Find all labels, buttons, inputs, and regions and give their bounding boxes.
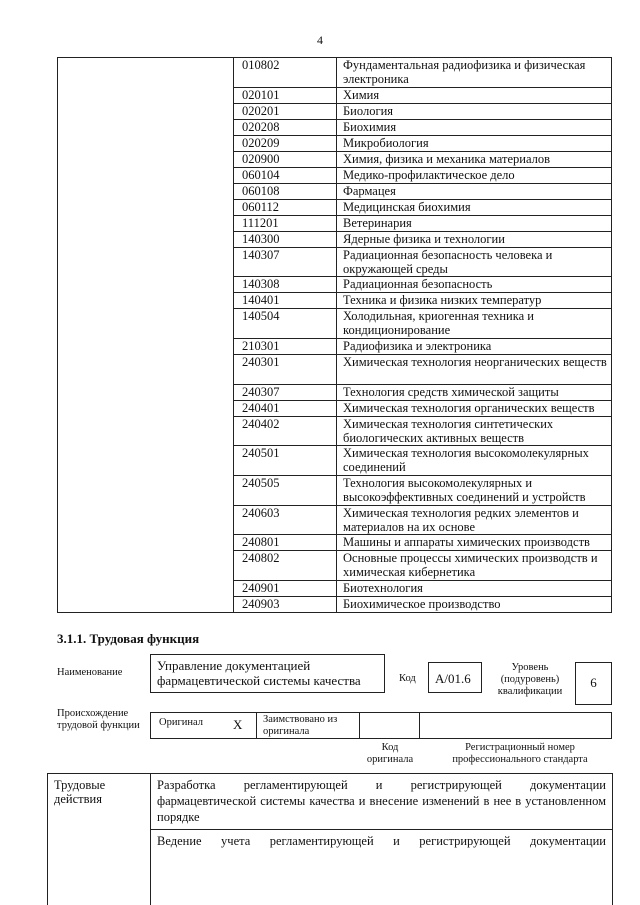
specialty-code: 240402: [234, 417, 337, 446]
table-row: [234, 385, 611, 401]
origin-row: [150, 712, 612, 739]
specialty-code: 020208: [234, 120, 337, 135]
table-row: [234, 476, 611, 506]
specialty-code: 010802: [234, 58, 337, 87]
specialty-name: Ветеринария: [343, 215, 412, 230]
specialty-name: Машины и аппараты химических производств: [343, 535, 590, 550]
table-row: [234, 88, 611, 104]
original-mark: X: [233, 717, 243, 732]
page-number: 4: [317, 33, 323, 47]
specialty-name: Химическая технология высокомолекулярных соединений: [343, 446, 589, 475]
table-row: [234, 232, 611, 248]
table-row: [234, 248, 611, 278]
specialty-name: Радиационная безопасность: [343, 277, 493, 292]
specialty-name: Медико-профилактическое дело: [343, 167, 515, 182]
labor-actions-label: Трудовые действия: [48, 774, 151, 905]
level-label: Уровень (подуровень) квалификации: [497, 662, 563, 697]
specialty-name: Радиационная безопасность человека и окружающей среды: [343, 247, 553, 276]
specialty-code: 240801: [234, 535, 337, 550]
specialty-name: Химическая технология неорганических веществ: [343, 355, 607, 370]
specialties-list: [233, 57, 612, 613]
specialty-name: Фундаментальная радиофизика и физическая электроника: [343, 58, 586, 86]
specialty-name: Фармацея: [343, 183, 396, 198]
table-row: [234, 152, 611, 168]
specialty-name: Биотехнология: [343, 581, 423, 596]
orig-code-caption: Код оригинала: [366, 742, 414, 765]
specialty-code: 140307: [234, 248, 337, 277]
specialty-code: 020201: [234, 104, 337, 119]
table-row: [234, 506, 611, 536]
specialty-code: 060104: [234, 168, 337, 183]
specialty-name: Химическая технология органических веществ: [343, 400, 595, 415]
specialty-code: 240501: [234, 446, 337, 475]
specialty-code: 210301: [234, 339, 337, 354]
specialty-code: 060112: [234, 200, 337, 215]
table-row: [234, 309, 611, 339]
specialty-name: Биохимическое производство: [343, 597, 501, 612]
name-label: Наименование: [57, 667, 123, 678]
specialty-code: 240802: [234, 551, 337, 580]
table-row: [234, 417, 611, 447]
specialty-code: 240307: [234, 385, 337, 400]
specialty-code: 240401: [234, 401, 337, 416]
table-row: [234, 339, 611, 355]
table-row: [234, 446, 611, 476]
table-row: [234, 58, 611, 88]
specialty-code: 240301: [234, 355, 337, 384]
specialty-code: 020209: [234, 136, 337, 151]
specialty-name: Ядерные физика и технологии: [343, 231, 505, 246]
specialty-name: Холодильная, криогенная техника и кондиционирование: [343, 309, 534, 338]
table-row: [234, 216, 611, 232]
code-value: A/01.6: [435, 671, 471, 686]
specialty-name: Химия, физика и механика материалов: [343, 151, 551, 166]
specialty-name: Радиофизика и электроника: [343, 339, 492, 354]
labor-action-1: Разработка регламентирующей и регистрирующей документации фармацевтической системы качества и внесение изменений в нее в установленном порядке: [151, 774, 612, 830]
specialty-name: Медицинская биохимия: [343, 199, 471, 214]
table-row: [234, 551, 611, 581]
code-label: Код: [399, 673, 416, 684]
function-name-box: [150, 654, 385, 693]
specialty-code: 060108: [234, 184, 337, 199]
level-value: 6: [590, 675, 597, 690]
specialty-code: 240603: [234, 506, 337, 535]
section-title: 3.1.1. Трудовая функция: [57, 631, 200, 646]
level-box: [575, 662, 612, 705]
labor-action-2: Ведение учета регламентирующей и регистрирующей документации: [157, 834, 606, 848]
specialty-name: Биохимия: [343, 119, 397, 134]
specialty-name: Технология средств химической защиты: [343, 384, 559, 399]
table-row: [234, 168, 611, 184]
table-row: [234, 293, 611, 309]
specialty-code: 140504: [234, 309, 337, 338]
function-name-value: Управление документацией фармацевтической системы качества: [157, 658, 361, 688]
specialty-name: Химия: [343, 87, 380, 102]
specialty-name: Биология: [343, 103, 394, 118]
table-row: [234, 136, 611, 152]
table-row: [234, 581, 611, 597]
specialty-name: Техника и физика низких температур: [343, 293, 542, 308]
table-row: [234, 277, 611, 293]
specialty-code: 140300: [234, 232, 337, 247]
table-row: [234, 104, 611, 120]
table-row: [234, 120, 611, 136]
specialty-code: 140308: [234, 277, 337, 292]
table-row: [234, 597, 611, 612]
code-box: [428, 662, 482, 693]
specialty-code: 240901: [234, 581, 337, 596]
specialty-name: Микробиология: [343, 135, 429, 150]
specialty-name: Химическая технология синтетических биологических активных веществ: [343, 416, 554, 445]
table-row: [234, 401, 611, 417]
specialty-code: 020900: [234, 152, 337, 167]
specialty-name: Химическая технология редких элементов и материалов на их основе: [343, 505, 579, 534]
table-row: [234, 184, 611, 200]
reg-number-caption: Регистрационный номер профессионального стандарта: [452, 742, 588, 765]
labor-actions-table: [47, 773, 613, 905]
table-row: [234, 535, 611, 551]
original-label: Оригинал: [159, 717, 203, 728]
borrowed-label: Заимствовано из оригинала: [263, 714, 338, 737]
table-row: [234, 355, 611, 385]
specialty-code: 020101: [234, 88, 337, 103]
specialties-table: [57, 57, 612, 613]
specialty-code: 240903: [234, 597, 337, 612]
specialties-left-cell: [57, 57, 233, 613]
table-row: [234, 200, 611, 216]
specialty-code: 111201: [234, 216, 337, 231]
specialty-name: Основные процессы химических производств и химическая кибернетика: [343, 551, 598, 580]
specialty-code: 240505: [234, 476, 337, 505]
origin-label: Происхождение трудовой функции: [57, 708, 140, 731]
specialty-code: 140401: [234, 293, 337, 308]
specialty-name: Технология высокомолекулярных и высокоэффективных соединений и устройств: [343, 476, 586, 505]
